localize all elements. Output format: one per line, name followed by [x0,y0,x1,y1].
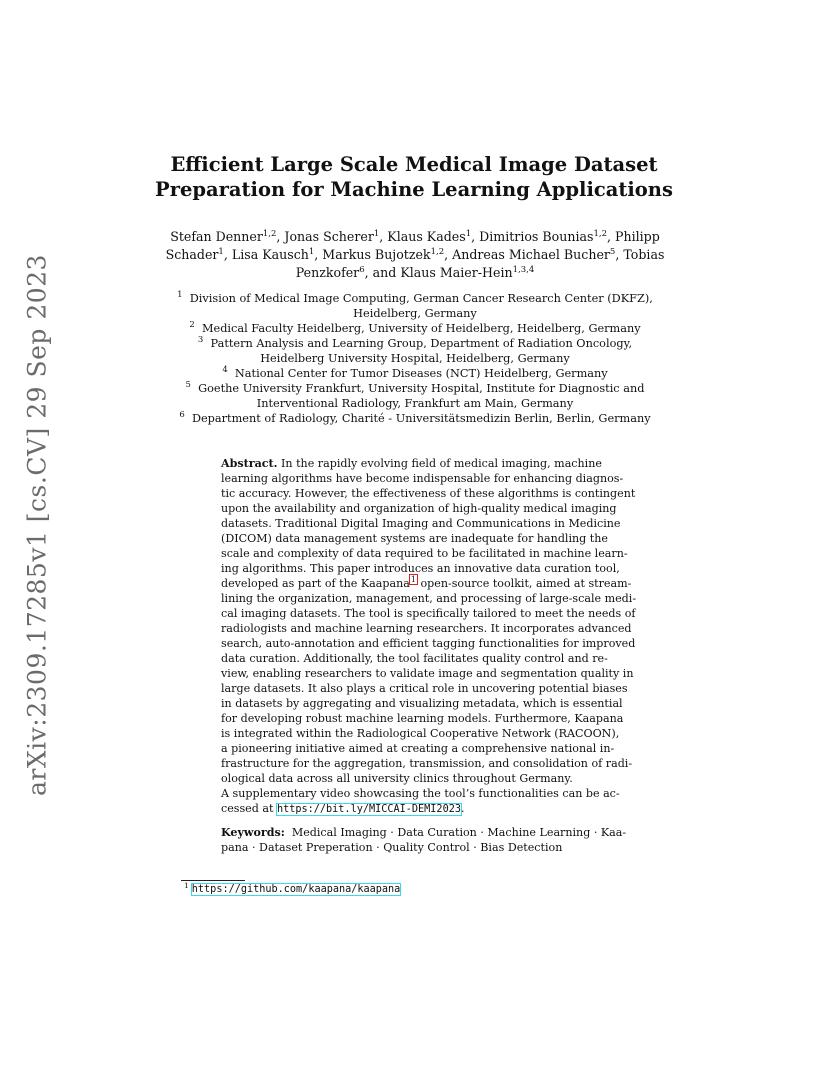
keywords-text: Medical Imaging · Data Curation · Machine Learning · Kaa- [291,826,627,839]
abstract-text: developed as part of the Kaapana [221,577,410,590]
github-link[interactable]: https://github.com/kaapana/kaapana [191,884,401,895]
keywords-line: pana · Dataset Preperation · Quality Control · Bias Detection [221,841,563,854]
arxiv-sidebar [20,254,54,796]
abstract-line: in datasets by aggregating and visualizing metadata, which is essential [221,697,623,710]
author-affil-sup: 1,2 [593,228,607,239]
author-affil-sup: 5 [609,246,616,257]
abstract-line: for developing robust machine learning models. Furthermore, Kaapana [221,712,624,725]
affil-number: 1 [177,290,183,301]
affil-text: Heidelberg, Germany [353,307,477,320]
affil-number: 3 [197,335,204,346]
abstract-line [221,801,613,817]
affiliation-2 [150,321,680,336]
affiliation-6 [150,411,680,426]
affil-text: Division of Medical Image Computing, German Cancer Research Center (DKFZ), [189,292,653,305]
affil-text: Goethe University Frankfurt, University Hospital, Institute for Diagnostic and [198,382,645,395]
author-line-1 [150,228,680,246]
abstract-line [221,575,632,591]
author-name: , Klaus Kades [379,229,466,244]
affil-text: Interventional Radiology, Frankfurt am Main, Germany [256,397,574,410]
author-affil-sup: 1 [465,228,472,239]
abstract-line: learning algorithms have become indispensable for enhancing diagnos- [221,472,624,485]
author-affil-sup: 1,2 [262,228,277,239]
affil-text: National Center for Tumor Diseases (NCT) Heidelberg, Germany [234,367,608,380]
arxiv-identifier: arXiv:2309.17285v1 [cs.CV] 29 Sep 2023 [22,254,52,796]
author-affil-sup: 1,2 [430,246,445,257]
abstract-line: ing algorithms. This paper introduces an innovative data curation tool, [221,562,620,575]
author-affil-sup: 1 [373,228,380,239]
affil-number: 4 [222,365,228,376]
footnote-rule [181,880,245,881]
author-affil-sup: 6 [359,264,365,275]
affiliation-1-cont [150,306,680,321]
footnote [184,880,401,895]
keywords-line [221,825,627,840]
abstract-line: large datasets. It also plays a critical role in uncovering potential biases [221,682,628,695]
affil-text: Department of Radiology, Charité - Universitätsmedizin Berlin, Berlin, Germany [191,412,651,425]
footnote-link[interactable]: 1 [410,575,416,585]
abstract-line: (DICOM) data management systems are inadequate for handling the [221,532,608,545]
author-list [150,228,680,282]
abstract-line: is integrated within the Radiological Cooperative Network (RACOON), [221,727,620,740]
affiliation-3 [150,336,680,351]
abstract-line: a pioneering initiative aimed at creating a comprehensive national in- [221,742,615,755]
affiliation-5-cont [150,396,680,411]
affiliation-3-cont [150,351,680,366]
abstract-line: frastructure for the aggregation, transmission, and consolidation of radi- [221,757,633,770]
author-name: , Philipp [607,229,660,244]
author-name: , Dimitrios Bounias [471,229,594,244]
author-affil-sup: 1 [308,246,315,257]
abstract-line: datasets. Traditional Digital Imaging and Communications in Medicine [221,517,621,530]
keywords [221,825,627,855]
affil-text: Medical Faculty Heidelberg, University of Heidelberg, Heidelberg, Germany [201,322,641,335]
author-name: , Jonas Scherer [276,229,374,244]
author-line-2 [150,246,680,264]
abstract-text: cessed at [221,802,277,815]
author-affil-sup: 1,3,4 [512,264,535,275]
abstract-text: . [460,802,465,815]
abstract-line: search, auto-annotation and efficient tagging functionalities for improved [221,637,636,650]
abstract-line: cal imaging datasets. The tool is specifically tailored to meet the needs of [221,607,636,620]
abstract-text: open-source toolkit, aimed at stream- [416,577,632,590]
abstract-line: data curation. Additionally, the tool facilitates quality control and re- [221,652,608,665]
title-line: Efficient Large Scale Medical Image Dataset [170,153,658,176]
abstract-line: upon the availability and organization of high-quality medical imaging [221,502,617,515]
abstract-line: radiologists and machine learning researchers. It incorporates advanced [221,622,632,635]
abstract-line: scale and complexity of data required to be facilitated in machine learn- [221,547,628,560]
author-name: , Tobias [615,247,665,262]
abstract-line: ological data across all university clinics throughout Germany. [221,772,573,785]
author-name: , Lisa Kausch [223,247,309,262]
title-line: Preparation for Machine Learning Applications [155,178,673,201]
author-name: Schader [165,247,219,262]
abstract-heading: Abstract. [221,457,278,470]
author-name: , and Klaus Maier-Hein [364,265,513,280]
affiliation-1 [150,291,680,306]
abstract-line: tic accuracy. However, the effectiveness of these algorithms is contingent [221,487,636,500]
author-affil-sup: 1 [218,246,224,257]
footnote-number: 1 [184,880,189,890]
abstract-text: In the rapidly evolving field of medical imaging, machine [281,457,602,470]
abstract-line [221,456,613,471]
author-name: , Markus Bujotzek [314,247,431,262]
affil-text: Heidelberg University Hospital, Heidelberg, Germany [260,352,570,365]
affil-number: 2 [189,320,195,331]
author-line-3 [150,264,680,282]
affil-number: 5 [185,380,191,391]
abstract-line: lining the organization, management, and processing of large-scale medi- [221,592,637,605]
affiliation-list [150,291,680,426]
affiliation-5 [150,381,680,396]
affil-number: 6 [179,410,185,421]
paper-title [120,152,708,202]
abstract-line: A supplementary video showcasing the tool’s functionalities can be ac- [221,787,620,800]
keywords-heading: Keywords: [221,826,285,839]
author-name: Stefan Denner [170,229,263,244]
abstract-line: view, enabling researchers to validate image and segmentation quality in [221,667,634,680]
video-link[interactable]: https://bit.ly/MICCAI-DEMI2023 [276,804,461,815]
affiliation-4 [150,366,680,381]
author-name: , Andreas Michael Bucher [444,247,610,262]
author-name: Penzkofer [295,265,360,280]
abstract [221,456,637,817]
affil-text: Pattern Analysis and Learning Group, Department of Radiation Oncology, [210,337,633,350]
